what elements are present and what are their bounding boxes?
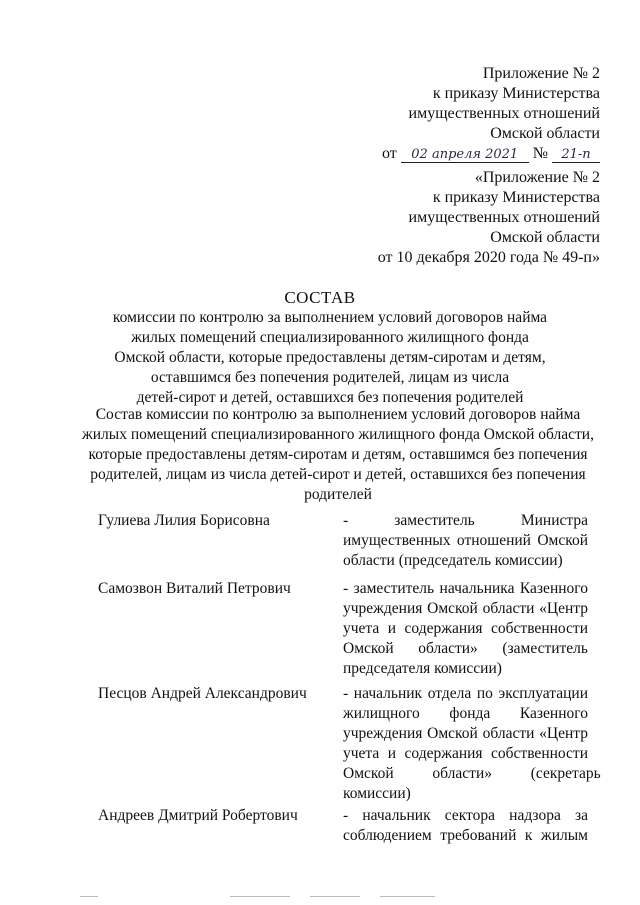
appendix-line: имущественных отношений	[408, 105, 600, 122]
role-line: жилищного фонда Казенного	[343, 705, 588, 722]
handwritten-date: 02 апреля 2021	[401, 147, 529, 163]
role-line: - заместитель Министра	[343, 512, 588, 529]
composition-line: которые предоставлены детям-сиротам и детям, оставшимся без попечения	[88, 446, 588, 463]
role-line: соблюдением требований к жилым	[343, 827, 588, 844]
subtitle-line: детей-сирот и детей, оставшихся без попечения родителей	[136, 389, 524, 406]
member-role	[343, 684, 601, 804]
member-name: Андреев Дмитрий Робертович	[98, 807, 298, 824]
subtitle-line: оставшимся без попечения родителей, лицам из числа	[150, 369, 510, 386]
handwritten-number: 21-п	[552, 147, 600, 163]
document-subtitle	[80, 308, 580, 408]
composition-line: Состав комиссии по контролю за выполнением условий договоров найма	[95, 406, 581, 423]
role-line: - начальник отдела по эксплуатации	[343, 685, 588, 702]
role-line: области (председатель комиссии)	[343, 552, 563, 569]
role-line: учета и содержания собственности	[343, 620, 588, 637]
appendix-line: к приказу Министерства	[432, 189, 600, 206]
role-line: учреждения Омской области «Центр	[343, 600, 588, 617]
role-line: - начальник сектора надзора за	[343, 807, 588, 824]
composition-line: родителей	[304, 486, 372, 503]
appendix-line: Омской области	[490, 229, 600, 246]
number-prefix: №	[532, 145, 548, 162]
appendix-line: Приложение № 2	[482, 65, 600, 82]
member-role	[343, 511, 588, 571]
role-line: Омской области» (секретарь	[343, 765, 601, 782]
appendix-line: имущественных отношений	[408, 209, 600, 226]
appendix-line: к приказу Министерства	[432, 85, 600, 102]
subtitle-line: комиссии по контролю за выполнением условий договоров найма	[112, 309, 548, 326]
member-role	[343, 806, 588, 846]
appendix-header-current	[382, 64, 600, 164]
role-line: комиссии)	[343, 785, 411, 802]
role-line: Омской области» (заместитель	[343, 640, 588, 657]
role-line: учета и содержания собственности	[343, 745, 588, 762]
composition-line: жилых помещений специализированного жилищного фонда Омской области,	[82, 426, 594, 443]
member-role	[343, 579, 588, 679]
scan-mark	[310, 896, 360, 897]
date-prefix: от	[381, 145, 397, 162]
role-line: учреждения Омской области «Центр	[343, 725, 588, 742]
document-title: СОСТАВ	[284, 288, 356, 307]
member-name: Самозвон Виталий Петрович	[98, 580, 291, 597]
member-name: Гулиева Лилия Борисовна	[98, 512, 270, 529]
member-name: Песцов Андрей Александрович	[98, 685, 307, 702]
composition-heading	[58, 405, 618, 505]
subtitle-line: Омской области, которые предоставлены детям-сиротам и детям,	[114, 349, 546, 366]
scan-mark	[230, 896, 290, 897]
role-line: - заместитель начальника Казенного	[343, 580, 588, 597]
order-date-line	[382, 144, 600, 164]
appendix-line: Омской области	[490, 125, 600, 142]
scan-mark	[80, 896, 98, 897]
appendix-line: от 10 декабря 2020 года № 49-п»	[377, 249, 600, 266]
subtitle-line: жилых помещений специализированного жилищного фонда	[131, 329, 529, 346]
appendix-header-previous	[378, 168, 600, 268]
scan-artifacts	[0, 895, 640, 899]
composition-line: родителей, лицам из числа детей-сирот и детей, оставшихся без попечения	[90, 466, 586, 483]
role-line: имущественных отношений Омской	[343, 532, 588, 549]
scan-mark	[380, 896, 435, 897]
role-line: председателя комиссии)	[343, 660, 502, 677]
appendix-line: «Приложение № 2	[474, 169, 600, 186]
